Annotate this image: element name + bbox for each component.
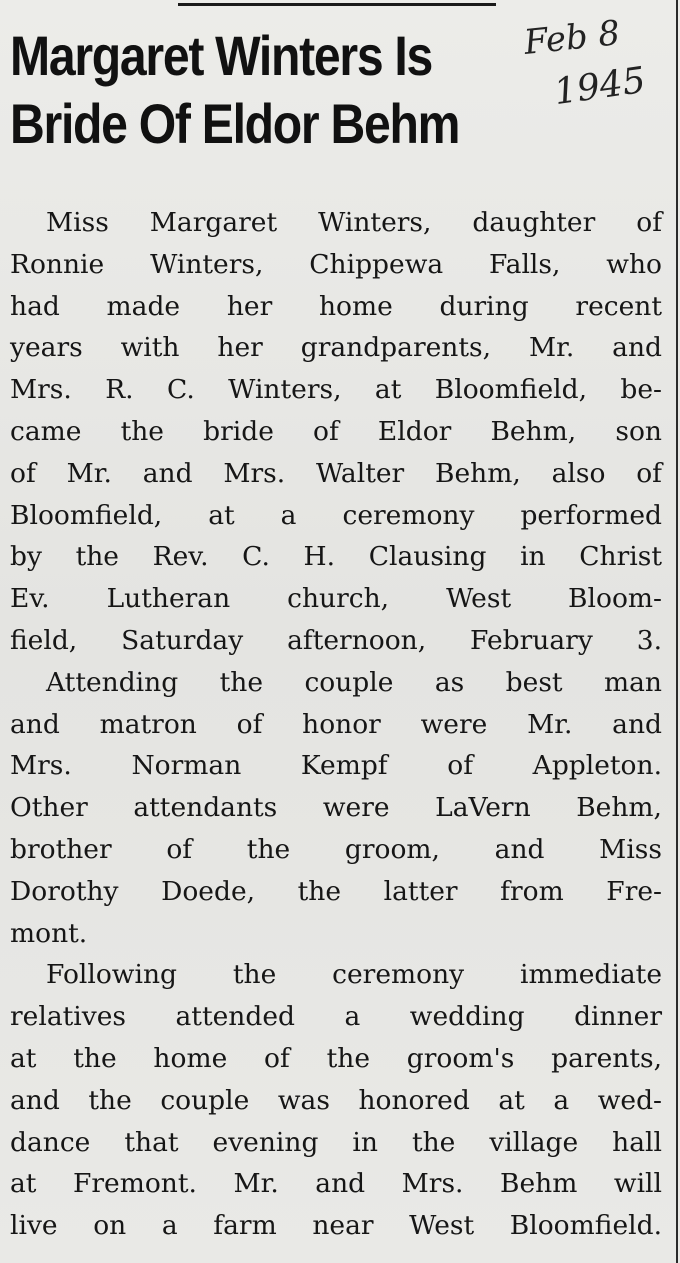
text-line: Following the ceremony immediate [46, 959, 662, 991]
text-line: by the Rev. C. H. Clausing in Christ [10, 541, 662, 573]
text-line: brother of the groom, and Miss [10, 833, 662, 865]
text-line: field, Saturday afternoon, February 3. [10, 624, 662, 656]
text-line: Ronnie Winters, Chippewa Falls, who [10, 248, 662, 280]
paragraph-3 [10, 954, 662, 1247]
text-line: Miss Margaret Winters, daughter of [46, 207, 662, 238]
paragraph-1 [10, 202, 662, 662]
handwritten-date-day: Feb 8 [522, 13, 622, 63]
text-line: came the bride of Eldor Behm, son [10, 415, 662, 447]
text-line: and the couple was honored at a wed- [10, 1084, 662, 1116]
text-line: had made her home during recent [10, 290, 662, 322]
headline-line-2: Bride Of Eldor Behm [10, 92, 460, 155]
text-line: Dorothy Doede, the latter from Fre- [10, 875, 662, 907]
top-rule [178, 3, 496, 6]
text-line: dance that evening in the village hall [10, 1126, 662, 1158]
text-line: of Mr. and Mrs. Walter Behm, also of [10, 457, 662, 489]
text-line: Other attendants were LaVern Behm, [10, 792, 662, 824]
headline-line-1: Margaret Winters Is [10, 24, 433, 87]
headline [10, 22, 466, 158]
text-line: relatives attended a wedding dinner [10, 1001, 662, 1033]
article-body [10, 202, 662, 1247]
paragraph-2 [10, 662, 662, 955]
text-line: and matron of honor were Mr. and [10, 708, 662, 740]
handwritten-date-year: 1945 [551, 59, 649, 114]
text-line: at the home of the groom's parents, [10, 1042, 662, 1074]
text-line: mont. [10, 917, 88, 949]
handwritten-date [520, 14, 670, 114]
text-line: years with her grandparents, Mr. and [10, 332, 662, 364]
text-line: Attending the couple as best man [46, 666, 662, 698]
text-line: Mrs. Norman Kempf of Appleton. [10, 750, 662, 782]
text-line: at Fremont. Mr. and Mrs. Behm will [10, 1168, 662, 1200]
text-line: Ev. Lutheran church, West Bloom- [10, 583, 662, 615]
text-line: Bloomfield, at a ceremony performed [10, 499, 662, 531]
text-line: live on a farm near West Bloomfield. [10, 1210, 662, 1242]
text-line: Mrs. R. C. Winters, at Bloomfield, be- [10, 374, 662, 406]
column-border [676, 0, 678, 1263]
